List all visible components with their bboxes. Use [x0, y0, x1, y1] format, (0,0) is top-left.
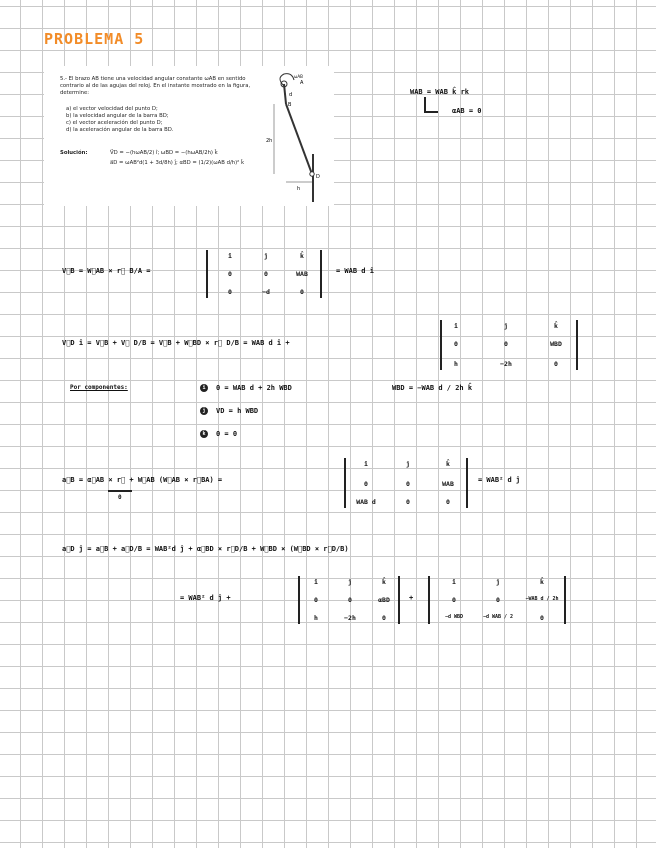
alpha-ab-definition: αAB = 0 — [452, 107, 482, 115]
ad2-det-cell: −d WBD — [444, 614, 464, 620]
acceleration-d-determinant-2 — [428, 576, 566, 624]
figure-label-a: A — [300, 80, 304, 86]
ad1-det-cell: αBD — [378, 596, 390, 604]
component-k — [200, 430, 237, 438]
ab-det-cell: î — [364, 460, 368, 468]
vb-det-cell: 0 — [300, 288, 304, 296]
ab-det-cell: 0 — [364, 480, 368, 488]
ad1-det-cell: 0 — [348, 596, 352, 604]
solution-line-1: V⃗D = −(hωAB/2) î; ωBD = −(hωAB/2h) k̂ — [110, 150, 218, 156]
vb-det-cell: 0 — [264, 270, 268, 278]
velocity-d-equation: V⃗D î = V⃗B + V⃗ D/B = V⃗B + W⃗BD × r⃗ D/B = WAB d î + — [62, 339, 290, 347]
problem-item-c: c) el vector aceleración del punto D; — [66, 120, 163, 126]
solution-label: Solución: — [60, 150, 88, 156]
vb-det-cell: ĵ — [264, 252, 268, 260]
mechanism-figure — [266, 70, 332, 204]
velocity-b-equation: V⃗B = W⃗AB × r⃗ B/A = — [62, 267, 151, 275]
vb-det-cell: 0 — [228, 270, 232, 278]
omega-bd-result: WBD = −WAB d / 2h k̂ — [392, 384, 473, 392]
components-label: Por componentes: — [70, 384, 128, 391]
solution-line-2: a⃗D = ωAB²d(1 + 3d/8h) ĵ; αBD = (1/2)(ωAB d/h)² k̂ — [110, 160, 245, 166]
figure-label-d-length: d — [289, 92, 293, 98]
ad1-det-cell: 0 — [382, 614, 386, 622]
vb-det-cell: î — [228, 252, 232, 260]
alpha-arrow-vertical — [424, 97, 426, 111]
velocity-b-result: = WAB d î — [336, 267, 374, 275]
ad2-det-cell: 0 — [496, 596, 500, 604]
vd-det-cell: k̂ — [554, 322, 558, 330]
vb-det-cell: 0 — [228, 288, 232, 296]
figure-label-h: h — [297, 186, 301, 192]
acceleration-d-determinant-1 — [298, 576, 400, 624]
ad2-det-cell: ĵ — [496, 578, 500, 586]
acceleration-d-plus: + — [409, 594, 414, 602]
circle-j-icon: ĵ — [200, 407, 208, 415]
vb-det-cell: k̂ — [300, 252, 304, 260]
ad2-det-cell: −d WAB / 2 — [482, 614, 514, 620]
ad2-det-cell: î — [452, 578, 456, 586]
problem-statement-text: 5.- El brazo AB tiene una velocidad angular constante ωAB en sentido contrario al de las agujas del reloj. En el instante mostrado en la figura, determine: — [60, 76, 251, 96]
ab-det-cell: 0 — [406, 480, 410, 488]
ab-det-cell: 0 — [446, 498, 450, 506]
component-j-equation: VD = h WBD — [216, 407, 259, 415]
component-j — [200, 407, 258, 415]
ab-det-cell: WAB — [442, 480, 454, 488]
problem-item-b: b) la velocidad angular de la barra BD; — [66, 113, 169, 119]
ad2-det-cell: −WAB d / 2h — [525, 596, 559, 602]
velocity-b-determinant — [206, 250, 322, 298]
vd-det-cell: 0 — [454, 340, 458, 348]
ad1-det-cell: h — [314, 614, 318, 622]
vd-det-cell: 0 — [554, 360, 558, 368]
component-k-equation: 0 = 0 — [216, 430, 238, 438]
vd-det-cell: ĵ — [504, 322, 508, 330]
vd-det-cell: î — [454, 322, 458, 330]
figure-label-omega: ωAB — [294, 74, 303, 79]
ab-det-cell: WAB d — [356, 498, 376, 506]
ad2-det-cell: 0 — [452, 596, 456, 604]
ad1-det-cell: −2h — [344, 614, 356, 622]
problem-item-a: a) el vector velocidad del punto D; — [66, 106, 158, 112]
zero-underline — [108, 490, 132, 492]
vd-det-cell: h — [454, 360, 458, 368]
problem-item-d: d) la aceleración angular de la barra BD. — [66, 127, 174, 133]
vb-det-cell: WAB — [296, 270, 308, 278]
velocity-d-determinant — [440, 320, 578, 370]
vd-det-cell: WBD — [550, 340, 562, 348]
problem-statement-card — [44, 66, 334, 206]
ab-det-cell: 0 — [406, 498, 410, 506]
vd-det-cell: 0 — [504, 340, 508, 348]
omega-ab-definition: WAB = WAB k̂ rk — [410, 88, 470, 96]
figure-label-b: B — [288, 102, 292, 108]
ab-det-cell: k̂ — [446, 460, 450, 468]
figure-label-d: D — [316, 174, 320, 180]
ab-det-cell: ĵ — [406, 460, 410, 468]
acceleration-d-line-2: = WAB² d ĵ + — [180, 594, 231, 602]
circle-k-icon: k̂ — [200, 430, 208, 438]
acceleration-b-equation: a⃗B = α⃗AB × r⃗ + W⃗AB (W⃗AB × r⃗BA) = — [62, 476, 223, 484]
vb-det-cell: −d — [262, 288, 270, 296]
alpha-zero-label: 0 — [118, 494, 122, 501]
figure-label-2h: 2h — [266, 138, 273, 144]
vd-det-cell: −2h — [500, 360, 512, 368]
alpha-arrow-horizontal — [424, 111, 438, 113]
ad1-det-cell: k̂ — [382, 578, 386, 586]
ad2-det-cell: 0 — [540, 614, 544, 622]
page-title: PROBLEMA 5 — [44, 30, 145, 48]
component-i-equation: 0 = WAB d + 2h WBD — [216, 384, 292, 392]
acceleration-b-result: = WAB² d ĵ — [478, 476, 521, 484]
acceleration-d-equation: a⃗D ĵ = a⃗B + a⃗D/B = WAB²d ĵ + α⃗BD × r⃗D/B + W⃗BD × (W⃗BD × r⃗D/B) — [62, 545, 349, 553]
ad2-det-cell: k̂ — [540, 578, 544, 586]
component-i — [200, 384, 292, 392]
acceleration-b-determinant — [344, 458, 468, 508]
ad1-det-cell: ĵ — [348, 578, 352, 586]
ad1-det-cell: î — [314, 578, 318, 586]
circle-i-icon: î — [200, 384, 208, 392]
ad1-det-cell: 0 — [314, 596, 318, 604]
